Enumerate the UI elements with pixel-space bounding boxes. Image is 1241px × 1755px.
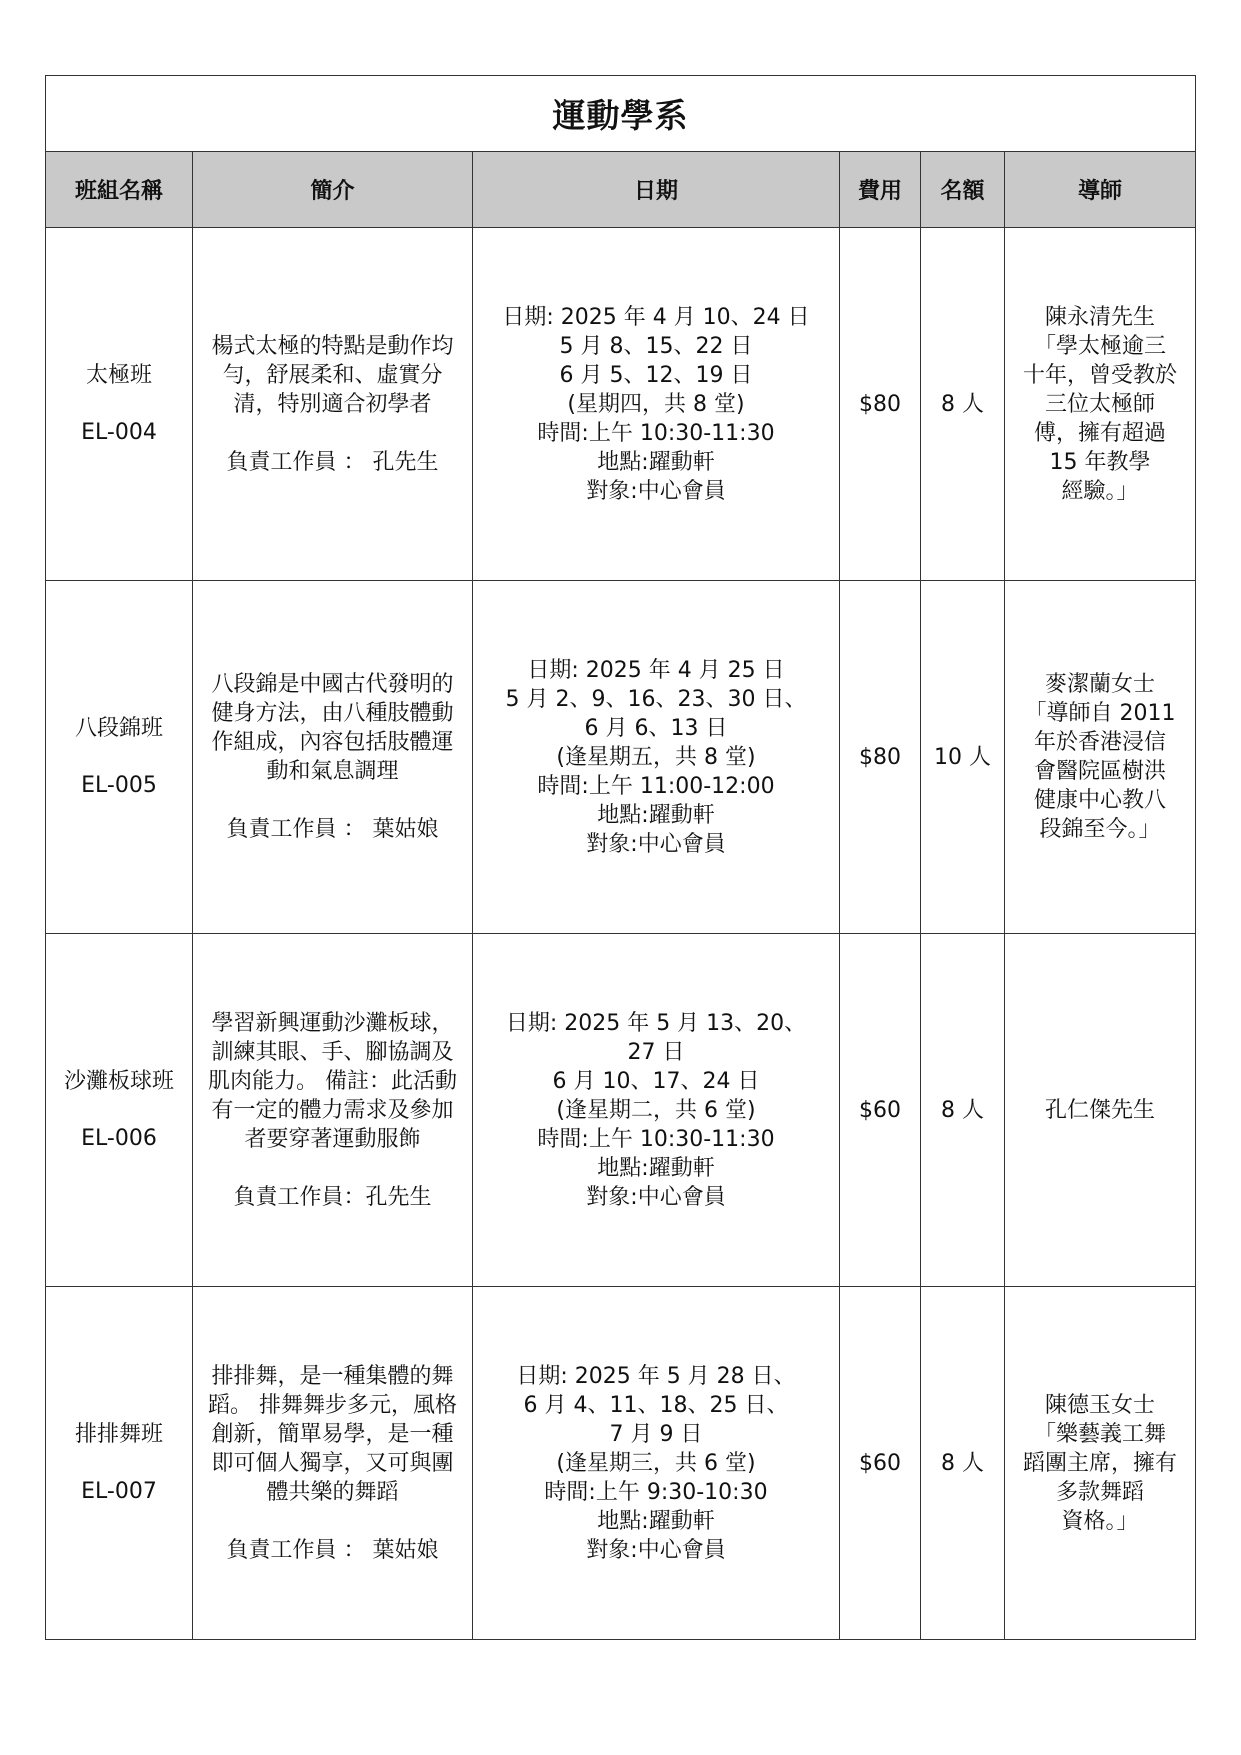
- course-name-cell: [46, 1287, 193, 1640]
- date-line: 6 月 6、13 日: [584, 715, 728, 741]
- tutor-line: 蹈團主席，擁有: [1023, 1450, 1178, 1476]
- tutor-line: 孔仁傑先生: [1045, 1097, 1156, 1123]
- tutor-line: 經驗。」: [1061, 478, 1139, 504]
- tutor-line: 三位太極師: [1045, 391, 1156, 417]
- header-fee: 費用: [840, 152, 921, 228]
- tutor-line: 麥潔蘭女士: [1045, 672, 1156, 697]
- date-line: (逢星期三，共 6 堂): [556, 1450, 756, 1476]
- course-name: 太極班: [85, 363, 152, 388]
- header-name: 班組名稱: [46, 152, 193, 228]
- course-tutor-cell: [1005, 228, 1196, 581]
- tutor-line: 陳永清先生: [1045, 304, 1156, 330]
- date-line: (逢星期二，共 6 堂): [556, 1097, 756, 1123]
- tutor-line: 十年，曾受教於: [1023, 362, 1178, 388]
- course-tutor-cell: [1005, 581, 1196, 934]
- course-name: 沙灘板球班: [63, 1069, 174, 1094]
- date-line: 日期: 2025 年 5 月 13、20、: [505, 1010, 807, 1036]
- date-line: 對象:中心會員: [586, 1184, 726, 1210]
- course-code: EL-007: [81, 1479, 157, 1504]
- course-staff: 負責工作員 ： 葉姑娘: [226, 817, 439, 842]
- date-line: 對象:中心會員: [586, 1537, 726, 1563]
- date-line: (星期四，共 8 堂): [567, 391, 745, 417]
- header-tutor: 導師: [1005, 152, 1196, 228]
- course-quota: 8 人: [921, 228, 1005, 581]
- course-date-cell: [473, 934, 840, 1287]
- course-intro: 楊式太極的特點是動作均勻，舒展柔和、虛實分清，特別適合初學者: [211, 333, 454, 417]
- course-staff: 負責工作員 ： 葉姑娘: [226, 1537, 439, 1563]
- date-line: 時間:上午 10:30-11:30: [537, 420, 775, 446]
- date-line: 對象:中心會員: [586, 831, 726, 857]
- course-date-cell: [473, 581, 840, 934]
- course-tutor-cell: [1005, 1287, 1196, 1640]
- course-name-cell: [46, 228, 193, 581]
- course-intro-cell: [193, 228, 473, 581]
- course-intro-cell: [193, 1287, 473, 1640]
- course-quota: 8 人: [921, 934, 1005, 1287]
- header-intro: 簡介: [193, 152, 473, 228]
- date-line: 地點:躍動軒: [597, 1155, 715, 1181]
- course-fee: $80: [840, 581, 921, 934]
- date-line: 7 月 9 日: [609, 1421, 703, 1447]
- course-intro: 排排舞，是一種集體的舞蹈。 排舞舞步多元，風格創新，簡單易學，是一種即可個人獨享，又可與團體共樂的舞蹈: [208, 1363, 457, 1505]
- date-line: 地點:躍動軒: [597, 449, 715, 475]
- date-line: 6 月 4、11、18、25 日、: [523, 1392, 789, 1418]
- tutor-line: 年於香港浸信: [1034, 730, 1167, 755]
- table-row: [46, 934, 1196, 1287]
- header-date: 日期: [473, 152, 840, 228]
- course-name-cell: [46, 581, 193, 934]
- tutor-line: 健康中心教八: [1034, 788, 1167, 813]
- date-line: 時間:上午 11:00-12:00: [537, 773, 775, 799]
- tutor-line: 「導師自 2011: [1024, 701, 1176, 726]
- date-line: 時間:上午 9:30-10:30: [544, 1479, 768, 1505]
- tutor-line: 陳德玉女士: [1045, 1392, 1156, 1418]
- date-line: 6 月 10、17、24 日: [552, 1068, 760, 1094]
- course-staff: 負責工作員：孔先生: [233, 1184, 432, 1210]
- table-row: [46, 228, 1196, 581]
- date-line: 27 日: [627, 1039, 685, 1065]
- date-line: 5 月 8、15、22 日: [559, 333, 753, 359]
- date-line: 地點:躍動軒: [597, 802, 715, 828]
- course-intro: 八段錦是中國古代發明的健身方法，由八種肢體動作組成，內容包括肢體運動和氣息調理: [211, 672, 454, 784]
- course-name: 排排舞班: [74, 1422, 163, 1447]
- date-line: 5 月 2、9、16、23、30 日、: [505, 686, 807, 712]
- date-line: 時間:上午 10:30-11:30: [537, 1126, 775, 1152]
- date-line: 日期: 2025 年 4 月 10、24 日: [502, 304, 810, 330]
- course-code: EL-005: [81, 773, 157, 798]
- table-row: [46, 1287, 1196, 1640]
- tutor-line: 15 年教學: [1049, 449, 1151, 475]
- table-header-row: [46, 152, 1196, 228]
- course-intro: 學習新興運動沙灘板球，訓練其眼、手、腳協調及肌肉能力。 備註：此活動有一定的體力需求及參加者要穿著運動服飾: [208, 1010, 457, 1152]
- tutor-line: 資格。」: [1061, 1508, 1139, 1534]
- table-row: [46, 581, 1196, 934]
- course-quota: 8 人: [921, 1287, 1005, 1640]
- date-line: 對象:中心會員: [586, 478, 726, 504]
- course-code: EL-006: [81, 1126, 157, 1151]
- date-line: 日期: 2025 年 5 月 28 日、: [516, 1363, 796, 1389]
- tutor-line: 「樂藝義工舞: [1034, 1421, 1167, 1447]
- course-quota: 10 人: [921, 581, 1005, 934]
- tutor-line: 段錦至今。」: [1039, 817, 1161, 842]
- course-name-cell: [46, 934, 193, 1287]
- course-fee: $60: [840, 934, 921, 1287]
- course-date-cell: [473, 1287, 840, 1640]
- course-code: EL-004: [81, 420, 157, 445]
- date-line: 6 月 5、12、19 日: [559, 362, 753, 388]
- course-tutor-cell: [1005, 934, 1196, 1287]
- date-line: 日期: 2025 年 4 月 25 日: [527, 657, 785, 683]
- tutor-line: 傅，擁有超過: [1034, 420, 1167, 446]
- course-fee: $80: [840, 228, 921, 581]
- tutor-line: 多款舞蹈: [1056, 1479, 1145, 1505]
- tutor-line: 會醫院區樹洪: [1034, 759, 1167, 784]
- course-date-cell: [473, 228, 840, 581]
- course-staff: 負責工作員 ： 孔先生: [226, 449, 439, 475]
- course-table: [45, 75, 1196, 1640]
- course-intro-cell: [193, 934, 473, 1287]
- tutor-line: 「學太極逾三: [1034, 333, 1167, 359]
- page-title: 運動學系: [46, 76, 1196, 152]
- date-line: (逢星期五，共 8 堂): [556, 744, 756, 770]
- course-name: 八段錦班: [74, 716, 163, 741]
- course-fee: $60: [840, 1287, 921, 1640]
- course-intro-cell: [193, 581, 473, 934]
- date-line: 地點:躍動軒: [597, 1508, 715, 1534]
- header-quota: 名額: [921, 152, 1005, 228]
